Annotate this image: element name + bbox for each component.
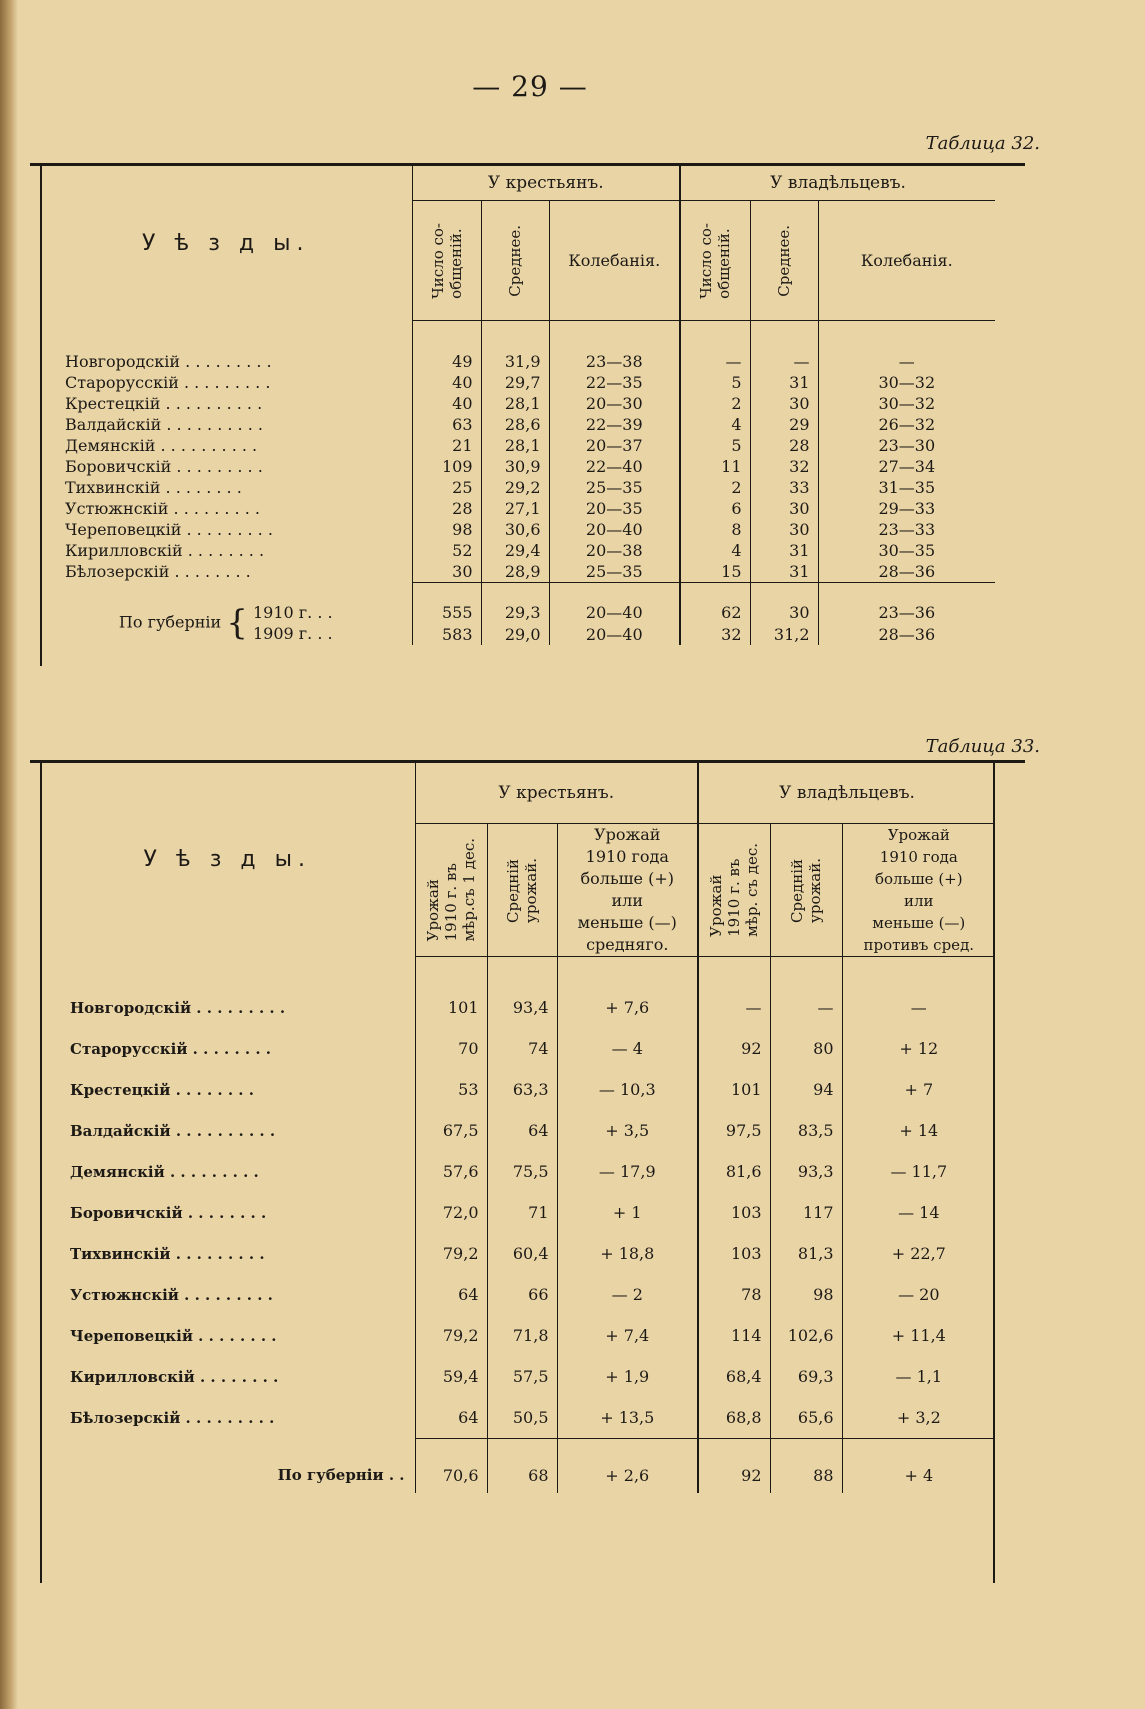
table-cell: 29,4 — [481, 540, 549, 561]
table-row — [40, 561, 995, 583]
col-yield-diff-landowners: Урожай 1910 года больше (+) или меньше (—) противъ сред. — [863, 826, 975, 954]
brace-icon: { — [226, 603, 248, 643]
total-cell: 88 — [770, 1457, 842, 1493]
table-cell: 98 — [770, 1274, 842, 1315]
table-cell: 93,3 — [770, 1151, 842, 1192]
table-cell: + 1 — [557, 1192, 698, 1233]
uezd-name: Демянскій . . . . . . . . . — [40, 1151, 415, 1192]
table-cell: 97,5 — [698, 1110, 770, 1151]
table-cell: 71,8 — [487, 1315, 557, 1356]
table-cell: — 14 — [898, 1203, 940, 1222]
table-row — [40, 540, 995, 561]
col-range-landowners: Колебанія. — [860, 250, 953, 270]
table-row — [40, 435, 995, 456]
col-reports-count-peasants: Число со- общеній. — [428, 222, 465, 299]
table-cell: 31—35 — [878, 478, 936, 497]
table-cell: 28—36 — [878, 562, 936, 581]
table-cell: 33 — [750, 477, 818, 498]
uezd-name: Демянскій . . . . . . . . . . — [40, 435, 412, 456]
table-33-total-row — [40, 1457, 995, 1493]
table-row — [40, 477, 995, 498]
total-cell: 29,3 — [481, 601, 549, 623]
table-row — [40, 414, 995, 435]
col-yield-1910-peasants: Урожай 1910 г. въ мѣр.съ 1 дес. — [424, 838, 478, 942]
province-total-label: По губерніи . . — [40, 1457, 415, 1493]
table-cell: 27,1 — [481, 498, 549, 519]
table-cell: — 11,7 — [890, 1162, 948, 1181]
table-cell: + 7,4 — [557, 1315, 698, 1356]
peasants-header: У крестьянъ. — [415, 763, 698, 824]
total-cell: 32 — [680, 623, 750, 645]
table-row — [40, 519, 995, 540]
table-cell: 15 — [680, 561, 750, 583]
table-cell: 75,5 — [487, 1151, 557, 1192]
table-cell: + 7,6 — [557, 987, 698, 1028]
table-cell: — — [898, 352, 915, 371]
table-cell: 98 — [412, 519, 481, 540]
total-cell: + 2,6 — [557, 1457, 698, 1493]
table-cell: 5 — [680, 435, 750, 456]
table-cell: — — [698, 987, 770, 1028]
table-cell: 66 — [487, 1274, 557, 1315]
table-33-caption: Таблица 33. — [925, 736, 1040, 757]
table-32 — [40, 166, 995, 645]
uezd-name: Валдайскій . . . . . . . . . . — [40, 414, 412, 435]
year-1910-label: 1910 г. . . — [252, 603, 333, 622]
table-cell: 28,9 — [481, 561, 549, 583]
total-cell: 20—40 — [549, 623, 680, 645]
total-cell: 31,2 — [750, 623, 818, 645]
table-cell: 64 — [415, 1397, 487, 1439]
table-cell: 92 — [698, 1028, 770, 1069]
table-cell: 101 — [698, 1069, 770, 1110]
table-cell: 81,3 — [770, 1233, 842, 1274]
table-cell: 30—35 — [878, 541, 936, 560]
table-cell: 28,1 — [481, 435, 549, 456]
table-cell: 28,6 — [481, 414, 549, 435]
table-row — [40, 1028, 995, 1069]
table-cell: 79,2 — [415, 1233, 487, 1274]
table-cell: 22—35 — [549, 372, 680, 393]
table-cell: 32 — [750, 456, 818, 477]
table-cell: — 1,1 — [895, 1367, 943, 1386]
table-cell: — 2 — [557, 1274, 698, 1315]
table-cell: 20—38 — [549, 540, 680, 561]
table-cell: 30—32 — [878, 394, 936, 413]
uezd-name: Череповецкій . . . . . . . . . — [40, 519, 412, 540]
table-row — [40, 987, 995, 1028]
table-cell: + 22,7 — [891, 1244, 946, 1263]
table-cell: 69,3 — [770, 1356, 842, 1397]
total-cell: 29,0 — [481, 623, 549, 645]
table-cell: 27—34 — [878, 457, 936, 476]
table-33 — [40, 763, 995, 1493]
table-row — [40, 372, 995, 393]
table-row — [40, 1315, 995, 1356]
table-cell: — — [750, 351, 818, 372]
col-yield-1910-landowners: Урожай 1910 г. въ мѣр. съ дес. — [707, 843, 762, 937]
table-cell: — — [770, 987, 842, 1028]
table-cell: 83,5 — [770, 1110, 842, 1151]
total-cell: 23—36 — [878, 602, 936, 622]
table-row — [40, 1192, 995, 1233]
table-cell: 63 — [412, 414, 481, 435]
table-cell: — 10,3 — [557, 1069, 698, 1110]
landowners-header: У владѣльцевъ. — [680, 166, 995, 201]
table-row — [40, 498, 995, 519]
table-cell: 60,4 — [487, 1233, 557, 1274]
table-cell: 52 — [412, 540, 481, 561]
table-cell: 23—33 — [878, 520, 936, 539]
uezdy-header: У ѣ з д ы. — [40, 166, 412, 321]
table-cell: 25—35 — [549, 477, 680, 498]
total-cell: 28—36 — [878, 624, 936, 644]
table-cell: 6 — [680, 498, 750, 519]
table-cell: 23—30 — [878, 436, 936, 455]
table-cell: 30,6 — [481, 519, 549, 540]
table-cell: 23—38 — [549, 351, 680, 372]
total-cell: 92 — [698, 1457, 770, 1493]
table-cell: 21 — [412, 435, 481, 456]
table-cell: 4 — [680, 540, 750, 561]
uezd-name: Боровичскій . . . . . . . . . — [40, 456, 412, 477]
total-cell: 62 — [680, 601, 750, 623]
table-row — [40, 1110, 995, 1151]
table-cell: + 1,9 — [557, 1356, 698, 1397]
table-cell: 2 — [680, 393, 750, 414]
total-cell: 555 — [412, 601, 481, 623]
col-average-peasants: Среднее. — [506, 224, 524, 297]
table-cell: 29,7 — [481, 372, 549, 393]
table-32-total-row-1910 — [40, 601, 995, 623]
table-cell: 81,6 — [698, 1151, 770, 1192]
table-cell: + 7 — [904, 1080, 934, 1099]
table-row — [40, 393, 995, 414]
table-cell: 80 — [770, 1028, 842, 1069]
table-cell: + 13,5 — [557, 1397, 698, 1439]
table-cell: + 3,5 — [557, 1110, 698, 1151]
table-cell: 103 — [698, 1233, 770, 1274]
col-reports-count-landowners: Число со- общеній. — [697, 222, 734, 299]
table-cell: 67,5 — [415, 1110, 487, 1151]
uezd-name: Череповецкій . . . . . . . . — [40, 1315, 415, 1356]
uezd-name: Кирилловскій . . . . . . . . — [40, 1356, 415, 1397]
table-cell: 29—33 — [878, 499, 936, 518]
table-cell: 68,4 — [698, 1356, 770, 1397]
uezd-name: Устюжнскій . . . . . . . . . — [40, 1274, 415, 1315]
uezd-name: Новгородскій . . . . . . . . . — [40, 987, 415, 1028]
table-cell: + 11,4 — [891, 1326, 946, 1345]
table-cell: 64 — [415, 1274, 487, 1315]
table-cell: 57,5 — [487, 1356, 557, 1397]
table-row — [40, 1397, 995, 1439]
table-cell: 102,6 — [770, 1315, 842, 1356]
table-cell: 65,6 — [770, 1397, 842, 1439]
province-total-label: По губерніи — [118, 612, 222, 632]
table-cell: 71 — [487, 1192, 557, 1233]
table-cell: — 20 — [898, 1285, 940, 1304]
table-cell: — 4 — [557, 1028, 698, 1069]
table-cell: 78 — [698, 1274, 770, 1315]
table-cell: — 17,9 — [557, 1151, 698, 1192]
table-row — [40, 456, 995, 477]
uezd-name: Тихвинскій . . . . . . . . . — [40, 1233, 415, 1274]
table-32-caption: Таблица 32. — [925, 133, 1040, 154]
table-cell: + 12 — [899, 1039, 939, 1058]
col-avg-yield-landowners: Средній урожай. — [788, 857, 825, 923]
uezd-name: Бѣлозерскій . . . . . . . . — [40, 561, 412, 583]
table-cell: 30 — [412, 561, 481, 583]
uezd-name: Устюжнскій . . . . . . . . . — [40, 498, 412, 519]
total-cell: 30 — [750, 601, 818, 623]
total-cell: 583 — [412, 623, 481, 645]
table-cell: 20—30 — [549, 393, 680, 414]
table-cell: 40 — [412, 393, 481, 414]
uezd-name: Крестецкій . . . . . . . . — [40, 1069, 415, 1110]
table-cell: 49 — [412, 351, 481, 372]
table-cell: 70 — [415, 1028, 487, 1069]
table-row — [40, 1274, 995, 1315]
table-cell: 30 — [750, 498, 818, 519]
table-cell: 40 — [412, 372, 481, 393]
table-cell: 68,8 — [698, 1397, 770, 1439]
table-cell: 30 — [750, 519, 818, 540]
table-cell: 28,1 — [481, 393, 549, 414]
page-binding-edge — [0, 0, 18, 1709]
table-cell: + 14 — [899, 1121, 939, 1140]
table-cell: 64 — [487, 1110, 557, 1151]
table-cell: 22—40 — [549, 456, 680, 477]
col-range-peasants: Колебанія. — [568, 250, 661, 270]
uezd-name: Новгородскій . . . . . . . . . — [40, 351, 412, 372]
peasants-header: У крестьянъ. — [412, 166, 680, 201]
table-cell: + 3,2 — [896, 1408, 941, 1427]
table-cell: + 18,8 — [557, 1233, 698, 1274]
table-cell: 31 — [750, 561, 818, 583]
table-cell: 74 — [487, 1028, 557, 1069]
table-cell: 31 — [750, 540, 818, 561]
table-row — [40, 1069, 995, 1110]
table-cell: 72,0 — [415, 1192, 487, 1233]
table-cell: 20—40 — [549, 519, 680, 540]
uezd-name: Старорусскій . . . . . . . . — [40, 1028, 415, 1069]
table-cell: 57,6 — [415, 1151, 487, 1192]
table-cell: 114 — [698, 1315, 770, 1356]
table-row — [40, 1151, 995, 1192]
col-average-landowners: Среднее. — [775, 224, 794, 297]
page-number: — 29 — — [472, 70, 588, 103]
uezd-name: Боровичскій . . . . . . . . — [40, 1192, 415, 1233]
table-cell: 11 — [680, 456, 750, 477]
table-cell: 8 — [680, 519, 750, 540]
table-cell: 101 — [415, 987, 487, 1028]
table-cell: 63,3 — [487, 1069, 557, 1110]
table-cell: 20—35 — [549, 498, 680, 519]
table-cell: 28 — [412, 498, 481, 519]
total-cell: 70,6 — [415, 1457, 487, 1493]
table-cell: 59,4 — [415, 1356, 487, 1397]
total-cell: 20—40 — [549, 601, 680, 623]
uezd-name: Крестецкій . . . . . . . . . . — [40, 393, 412, 414]
table-cell: 31,9 — [481, 351, 549, 372]
total-cell: 68 — [487, 1457, 557, 1493]
table-cell: 20—37 — [549, 435, 680, 456]
table-cell: 29,2 — [481, 477, 549, 498]
uezd-name: Валдайскій . . . . . . . . . . — [40, 1110, 415, 1151]
table-cell: 5 — [680, 372, 750, 393]
table-cell: 109 — [412, 456, 481, 477]
col-avg-yield-peasants: Средній урожай. — [504, 857, 540, 923]
table-cell: — — [680, 351, 750, 372]
year-1909-label: 1909 г. . . — [252, 624, 333, 643]
table-cell: 4 — [680, 414, 750, 435]
table-cell: 93,4 — [487, 987, 557, 1028]
table-cell: 22—39 — [549, 414, 680, 435]
table-row — [40, 1233, 995, 1274]
table-cell: 31 — [750, 372, 818, 393]
table-cell: 25 — [412, 477, 481, 498]
table-cell: 28 — [750, 435, 818, 456]
uezd-name: Кирилловскій . . . . . . . . — [40, 540, 412, 561]
table-cell: 25—35 — [549, 561, 680, 583]
table-cell: 50,5 — [487, 1397, 557, 1439]
table-cell: 30,9 — [481, 456, 549, 477]
table-cell: 2 — [680, 477, 750, 498]
uezd-name: Бѣлозерскій . . . . . . . . . — [40, 1397, 415, 1439]
table-cell: 30 — [750, 393, 818, 414]
table-cell: 103 — [698, 1192, 770, 1233]
table-cell: 26—32 — [878, 415, 936, 434]
table-cell: — — [910, 998, 927, 1017]
uezd-name: Старорусскій . . . . . . . . . — [40, 372, 412, 393]
uezdy-header: У ѣ з д ы. — [40, 763, 415, 957]
table-cell: 29 — [750, 414, 818, 435]
table-row — [40, 351, 995, 372]
col-yield-diff-peasants: Урожай 1910 года больше (+) или меньше (—) средняго. — [577, 825, 677, 954]
table-cell: 30—32 — [878, 373, 936, 392]
uezd-name: Тихвинскій . . . . . . . . — [40, 477, 412, 498]
total-cell: + 4 — [904, 1465, 934, 1485]
landowners-header: У владѣльцевъ. — [698, 763, 995, 824]
table-cell: 79,2 — [415, 1315, 487, 1356]
table-cell: 53 — [415, 1069, 487, 1110]
table-cell: 117 — [770, 1192, 842, 1233]
table-cell: 94 — [770, 1069, 842, 1110]
table-row — [40, 1356, 995, 1397]
